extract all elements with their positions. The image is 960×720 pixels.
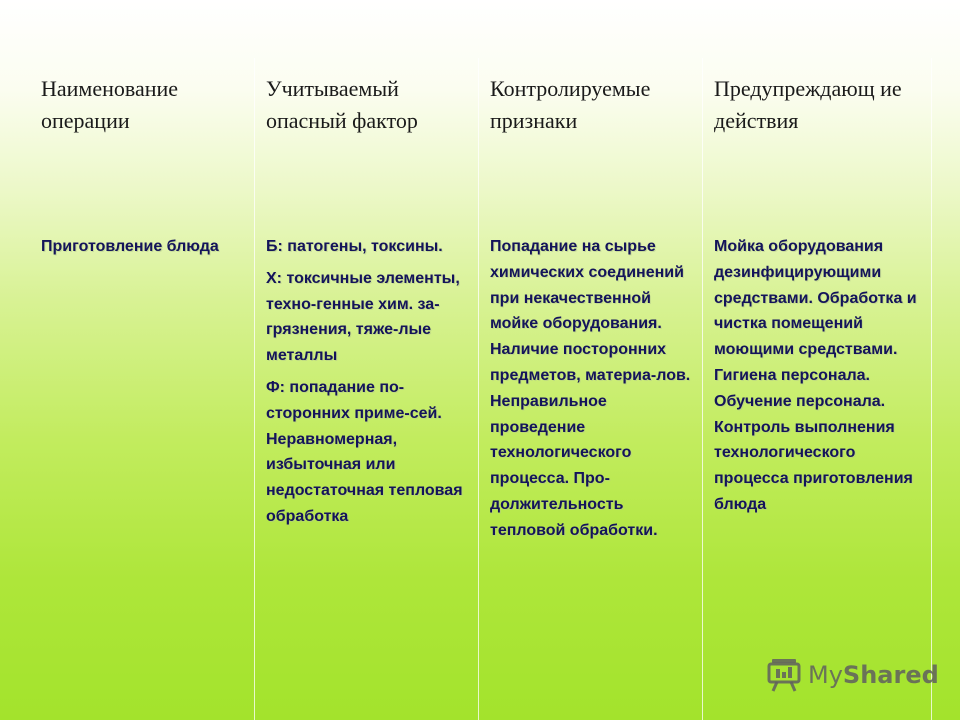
cell-preventive	[714, 234, 919, 524]
hazard-biological: Б: патогены, токсины.	[266, 238, 443, 255]
logo-text-shared: Shared	[842, 661, 939, 689]
column-preventive	[702, 58, 932, 720]
logo-text-my: My	[808, 661, 843, 689]
preventive-text: Мойка оборудования дезинфицирующими средствами. Обработка и чистка помещений моющими средствами. Гигиена персонала. Обучение персонала. Контроль выполнения технологического процесса приготовления блюда	[714, 238, 917, 513]
cell-operation	[41, 234, 246, 266]
header-hazard: Учитываемый опасный фактор	[266, 76, 418, 133]
column-operation	[30, 58, 254, 720]
column-controlled	[478, 58, 703, 720]
column-hazard	[254, 58, 479, 720]
header-operation: Наименование операции	[41, 76, 179, 133]
cell-hazard	[266, 234, 471, 536]
haccp-table	[30, 58, 930, 720]
hazard-physical: Ф: попадание по-сторонних приме-сей. Неравномерная, избыточная или недостаточная тепловая обработка	[266, 378, 463, 525]
hazard-chemical: Х: токсичные элементы, техно-генные хим. за-грязнения, тяже-лые металлы	[266, 269, 460, 365]
operation-text: Приготовление блюда	[41, 238, 219, 255]
header-preventive: Предупреждающ ие действия	[714, 76, 902, 133]
myshared-logo	[766, 655, 939, 695]
controlled-text: Попадание на сырье химических соединений при некачественной мойке оборудования. Наличие посторонних предметов, материа-лов. Неправильное проведение технологического процесса. Про-должительность тепловой обработки.	[490, 238, 691, 539]
header-controlled: Контролируемые признаки	[490, 76, 651, 133]
presentation-board-icon	[766, 658, 802, 692]
cell-controlled	[490, 234, 695, 550]
